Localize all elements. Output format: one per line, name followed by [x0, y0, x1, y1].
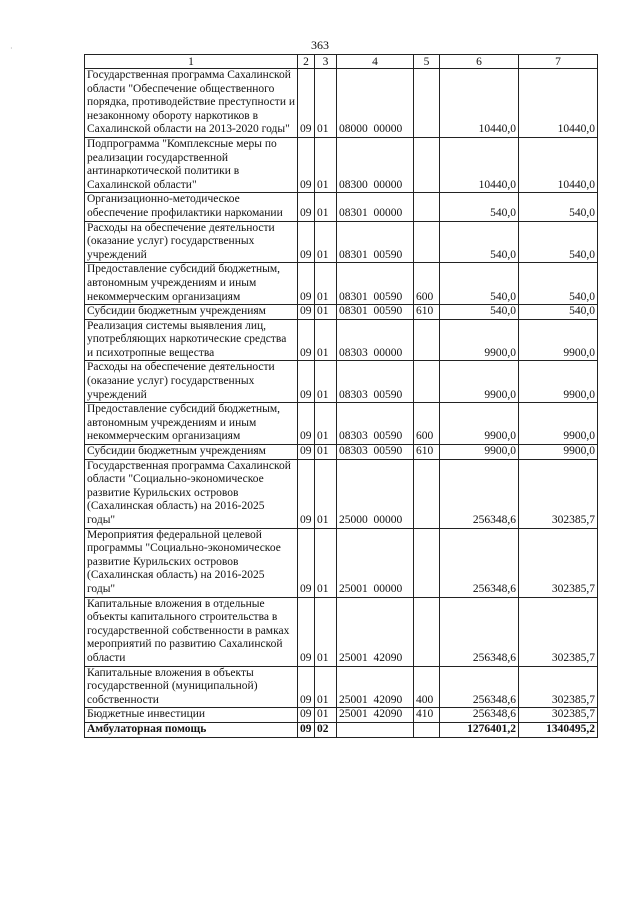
- section-code: 09: [298, 403, 315, 445]
- subsection-code: 01: [315, 319, 337, 361]
- amount-column-6: 256348,6: [440, 597, 519, 666]
- section-code: 09: [298, 221, 315, 263]
- section-code: 09: [298, 263, 315, 305]
- table-row: [85, 69, 598, 138]
- page-number: 363: [311, 38, 329, 52]
- subsection-code: 01: [315, 137, 337, 192]
- column-header-1: 1: [85, 55, 298, 69]
- amount-column-6: 9900,0: [440, 403, 519, 445]
- amount-column-7: 540,0: [519, 193, 598, 221]
- amount-column-7: 302385,7: [519, 528, 598, 597]
- expense-type-code: [414, 361, 440, 403]
- amount-column-6: 9900,0: [440, 319, 519, 361]
- table-row: [85, 193, 598, 221]
- target-article-code: 25001 42090: [337, 597, 414, 666]
- target-article-code: 08303 00590: [337, 445, 414, 460]
- row-description: Предоставление субсидий бюджетным, автономным учреждениям и иным некоммерческим организациям: [85, 403, 298, 445]
- section-code: 09: [298, 459, 315, 528]
- subsection-code: 01: [315, 459, 337, 528]
- budget-table: [84, 54, 598, 738]
- row-description: Субсидии бюджетным учреждениям: [85, 305, 298, 320]
- amount-column-7: 302385,7: [519, 708, 598, 723]
- column-header-4: 4: [337, 55, 414, 69]
- target-article-code: 25001 42090: [337, 708, 414, 723]
- section-code: 09: [298, 597, 315, 666]
- table-row: [85, 137, 598, 192]
- row-description: Субсидии бюджетным учреждениям: [85, 445, 298, 460]
- target-article-code: 08300 00000: [337, 137, 414, 192]
- section-code: 09: [298, 193, 315, 221]
- table-row: [85, 319, 598, 361]
- table-body: [85, 69, 598, 738]
- target-article-code: 08301 00590: [337, 305, 414, 320]
- row-description: Капитальные вложения в отдельные объекты капитального строительства в государственной собственности в рамках мероприятий по развитию Сахалинской области: [85, 597, 298, 666]
- amount-column-6: 9900,0: [440, 445, 519, 460]
- amount-column-6: 9900,0: [440, 361, 519, 403]
- expense-type-code: 400: [414, 666, 440, 708]
- table-row: [85, 263, 598, 305]
- column-header-5: 5: [414, 55, 440, 69]
- amount-column-7: 9900,0: [519, 361, 598, 403]
- row-description: Предоставление субсидий бюджетным, автономным учреждениям и иным некоммерческим организациям: [85, 263, 298, 305]
- amount-column-6: 540,0: [440, 305, 519, 320]
- target-article-code: [337, 722, 414, 737]
- section-code: 09: [298, 319, 315, 361]
- target-article-code: 08301 00590: [337, 221, 414, 263]
- table-row: [85, 305, 598, 320]
- expense-type-code: [414, 459, 440, 528]
- amount-column-6: 256348,6: [440, 666, 519, 708]
- subsection-code: 01: [315, 445, 337, 460]
- expense-type-code: [414, 221, 440, 263]
- amount-column-6: 540,0: [440, 193, 519, 221]
- subsection-code: 01: [315, 666, 337, 708]
- subsection-code: 01: [315, 305, 337, 320]
- target-article-code: 08303 00000: [337, 319, 414, 361]
- target-article-code: 08000 00000: [337, 69, 414, 138]
- expense-type-code: 610: [414, 305, 440, 320]
- amount-column-7: 302385,7: [519, 597, 598, 666]
- section-code: 09: [298, 445, 315, 460]
- section-code: 09: [298, 708, 315, 723]
- target-article-code: 08303 00590: [337, 361, 414, 403]
- amount-column-6: 10440,0: [440, 69, 519, 138]
- amount-column-7: 9900,0: [519, 403, 598, 445]
- expense-type-code: 600: [414, 403, 440, 445]
- expense-type-code: [414, 722, 440, 737]
- row-description: Расходы на обеспечение деятельности (оказание услуг) государственных учреждений: [85, 221, 298, 263]
- subsection-code: 01: [315, 193, 337, 221]
- table-row: [85, 708, 598, 723]
- row-description: Расходы на обеспечение деятельности (оказание услуг) государственных учреждений: [85, 361, 298, 403]
- section-code: 09: [298, 137, 315, 192]
- expense-type-code: 610: [414, 445, 440, 460]
- subsection-code: 01: [315, 263, 337, 305]
- amount-column-7: 540,0: [519, 221, 598, 263]
- column-header-6: 6: [440, 55, 519, 69]
- section-code: 09: [298, 528, 315, 597]
- expense-type-code: [414, 69, 440, 138]
- section-code: 09: [298, 722, 315, 737]
- expense-type-code: [414, 319, 440, 361]
- amount-column-7: 1340495,2: [519, 722, 598, 737]
- row-description: Амбулаторная помощь: [85, 722, 298, 737]
- amount-column-6: 10440,0: [440, 137, 519, 192]
- expense-type-code: 600: [414, 263, 440, 305]
- amount-column-7: 302385,7: [519, 666, 598, 708]
- scan-speck: ·: [10, 44, 13, 53]
- expense-type-code: 410: [414, 708, 440, 723]
- amount-column-7: 302385,7: [519, 459, 598, 528]
- subsection-code: 01: [315, 403, 337, 445]
- table-row: [85, 722, 598, 737]
- amount-column-6: 1276401,2: [440, 722, 519, 737]
- target-article-code: 25001 42090: [337, 666, 414, 708]
- table-row: [85, 221, 598, 263]
- table-row: [85, 403, 598, 445]
- amount-column-7: 9900,0: [519, 445, 598, 460]
- section-code: 09: [298, 666, 315, 708]
- amount-column-7: 540,0: [519, 305, 598, 320]
- table-header-row: [85, 55, 598, 69]
- amount-column-6: 256348,6: [440, 528, 519, 597]
- expense-type-code: [414, 193, 440, 221]
- table-row: [85, 361, 598, 403]
- row-description: Мероприятия федеральной целевой программы "Социально-экономическое развитие Курильских островов (Сахалинская область) на 2016-2025 годы": [85, 528, 298, 597]
- expense-type-code: [414, 137, 440, 192]
- amount-column-7: 10440,0: [519, 69, 598, 138]
- table-row: [85, 597, 598, 666]
- target-article-code: 08303 00590: [337, 403, 414, 445]
- row-description: Подпрограмма "Комплексные меры по реализации государственной антинаркотической политики в Сахалинской области": [85, 137, 298, 192]
- amount-column-6: 256348,6: [440, 708, 519, 723]
- row-description: Капитальные вложения в объекты государственной (муниципальной) собственности: [85, 666, 298, 708]
- section-code: 09: [298, 305, 315, 320]
- row-description: Государственная программа Сахалинской области "Обеспечение общественного порядка, противодействие преступности и незаконному обороту наркотиков в Сахалинской области на 2013-2020 годы": [85, 69, 298, 138]
- column-header-2: 2: [298, 55, 315, 69]
- target-article-code: 25001 00000: [337, 528, 414, 597]
- table-row: [85, 445, 598, 460]
- table-row: [85, 459, 598, 528]
- subsection-code: 01: [315, 528, 337, 597]
- row-description: Организационно-методическое обеспечение профилактики наркомании: [85, 193, 298, 221]
- row-description: Бюджетные инвестиции: [85, 708, 298, 723]
- row-description: Государственная программа Сахалинской области "Социально-экономическое развитие Курильских островов (Сахалинская область) на 2016-2025 годы": [85, 459, 298, 528]
- section-code: 09: [298, 69, 315, 138]
- amount-column-7: 540,0: [519, 263, 598, 305]
- subsection-code: 01: [315, 221, 337, 263]
- table-row: [85, 666, 598, 708]
- amount-column-6: 540,0: [440, 263, 519, 305]
- expense-type-code: [414, 528, 440, 597]
- subsection-code: 01: [315, 69, 337, 138]
- target-article-code: 08301 00590: [337, 263, 414, 305]
- amount-column-6: 540,0: [440, 221, 519, 263]
- row-description: Реализация системы выявления лиц, употребляющих наркотические средства и психотропные вещества: [85, 319, 298, 361]
- column-header-3: 3: [315, 55, 337, 69]
- subsection-code: 01: [315, 361, 337, 403]
- expense-type-code: [414, 597, 440, 666]
- target-article-code: 08301 00000: [337, 193, 414, 221]
- amount-column-7: 10440,0: [519, 137, 598, 192]
- table-row: [85, 528, 598, 597]
- amount-column-6: 256348,6: [440, 459, 519, 528]
- target-article-code: 25000 00000: [337, 459, 414, 528]
- subsection-code: 02: [315, 722, 337, 737]
- column-header-7: 7: [519, 55, 598, 69]
- subsection-code: 01: [315, 597, 337, 666]
- subsection-code: 01: [315, 708, 337, 723]
- section-code: 09: [298, 361, 315, 403]
- amount-column-7: 9900,0: [519, 319, 598, 361]
